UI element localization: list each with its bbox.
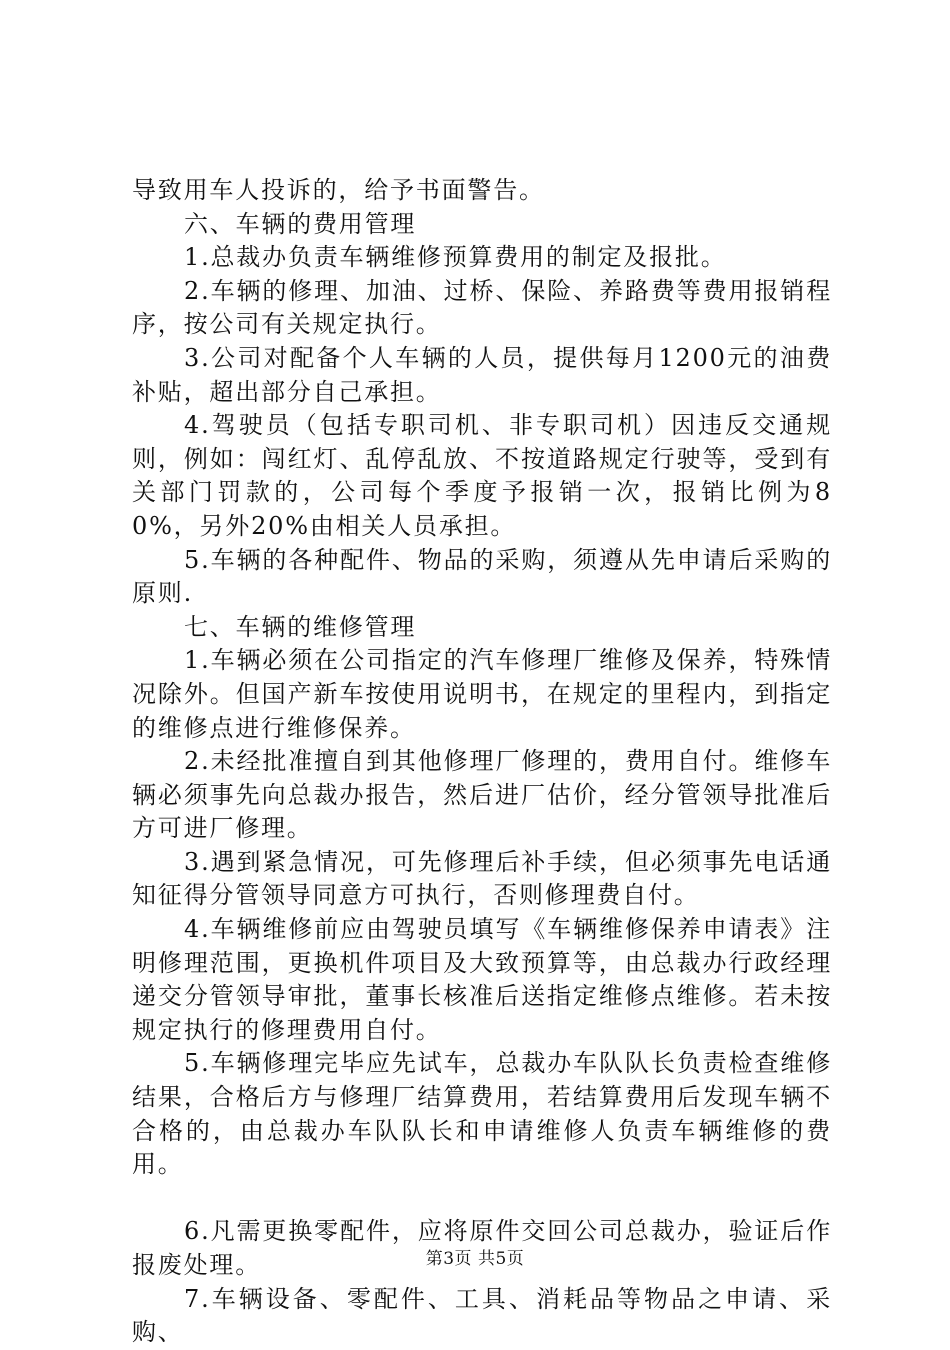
- page-footer: 第3页 共5页: [425, 1249, 525, 1269]
- paragraph: 2.未经批准擅自到其他修理厂修理的，费用自付。维修车辆必须事先向总裁办报告，然后进厂估价，经分管领导批准后方可进厂修理。: [132, 747, 832, 843]
- paragraph: 4.车辆维修前应由驾驶员填写《车辆维修保养申请表》注明修理范围，更换机件项目及大致预算等，由总裁办行政经理递交分管领导审批，董事长核准后送指定维修点维修。若未按规定执行的修理费用自付。: [132, 915, 832, 1044]
- paragraph-spacer: [132, 1182, 832, 1216]
- paragraph: 7.车辆设备、零配件、工具、消耗品等物品之申请、采购、: [132, 1284, 832, 1347]
- paragraph: 5.车辆修理完毕应先试车，总裁办车队队长负责检查维修结果，合格后方与修理厂结算费用，若结算费用后发现车辆不合格的，由总裁办车队队长和申请维修人负责车辆维修的费用。: [132, 1049, 832, 1179]
- section-heading: 七、车辆的维修管理: [184, 612, 417, 641]
- paragraph: 导致用车人投诉的，给予书面警告。: [132, 176, 545, 204]
- paragraph: 4.驾驶员（包括专职司机、非专职司机）因违反交通规则，例如：闯红灯、乱停乱放、不按道路规定行驶等，受到有关部门罚款的，公司每个季度予报销一次，报销比例为80%，另外20%由相关人员承担。: [132, 411, 832, 540]
- paragraph: 6.凡需更换零配件，应将原件交回公司总裁办，验证后作报废处理。: [132, 1217, 832, 1279]
- document-body: [132, 174, 832, 1350]
- paragraph: 3.公司对配备个人车辆的人员，提供每月1200元的油费补贴，超出部分自己承担。: [132, 343, 832, 406]
- paragraph: 3.遇到紧急情况，可先修理后补手续，但必须事先电话通知征得分管领导同意方可执行，否则修理费自付。: [132, 847, 832, 910]
- section-heading: 六、车辆的费用管理: [184, 209, 417, 238]
- paragraph: 1.车辆必须在公司指定的汽车修理厂维修及保养，特殊情况除外。但国产新车按使用说明书，在规定的里程内，到指定的维修点进行维修保养。: [132, 646, 832, 742]
- paragraph: 5.车辆的各种配件、物品的采购，须遵从先申请后采购的原则.: [132, 545, 832, 608]
- paragraph: 1.总裁办负责车辆维修预算费用的制定及报批。: [184, 243, 727, 272]
- paragraph: 2.车辆的修理、加油、过桥、保险、养路费等费用报销程序，按公司有关规定执行。: [132, 276, 832, 339]
